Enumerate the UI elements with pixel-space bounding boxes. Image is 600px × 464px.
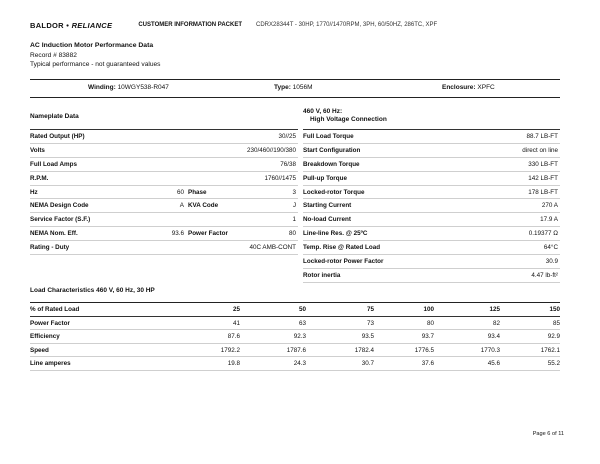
load-cell: 55.2 [547,360,560,368]
nameplate-panel [30,103,298,255]
performance-value: 64°C [543,244,558,252]
nameplate-value: 30//25 [278,133,296,140]
document-title: AC Induction Motor Performance Data [30,42,154,49]
nameplate-value: 60 [176,188,184,196]
load-cell: 41 [232,319,240,327]
nameplate-row [30,144,298,158]
nameplate-row [30,172,298,186]
performance-label: Rotor inertia [303,271,341,279]
nameplate-label: Full Load Amps [30,160,77,168]
nameplate-row [30,199,298,213]
packet-title: CUSTOMER INFORMATION PACKET [138,22,243,28]
performance-label: Full Load Torque [303,133,354,140]
nameplate-sub-value: J [292,202,296,210]
performance-value: 30.9 [545,258,558,266]
nameplate-sub-label: Power Factor [188,230,228,238]
load-row-label: Power Factor [30,319,70,327]
load-cell: 19.8 [227,360,240,368]
load-cell: 63 [298,319,306,327]
nameplate-row [30,186,298,200]
load-column-header: 25 [232,306,240,313]
performance-label: Start Configuration [303,146,361,154]
load-characteristics-title: Load Characteristics 460 V, 60 Hz, 30 HP [30,287,155,294]
nameplate-label: NEMA Design Code [30,202,89,210]
performance-label: Temp. Rise @ Rated Load [303,244,381,252]
performance-label: Pull-up Torque [303,174,347,182]
performance-heading: 460 V, 60 Hz: High Voltage Connection [303,103,560,130]
type-field: Type: 1056M [274,84,313,91]
nameplate-row [30,227,298,241]
load-cell: 73 [366,319,374,327]
nameplate-sub-label: KVA Code [188,202,219,210]
load-cell: 93.7 [421,333,434,341]
performance-row [303,269,560,283]
nameplate-label: NEMA Nom. Eff. [30,230,78,238]
load-cell: 45.6 [487,360,500,368]
load-cell: 93.5 [361,333,374,341]
nameplate-label: Service Factor (S.F.) [30,216,91,224]
performance-row [303,255,560,269]
load-cell: 1776.5 [414,346,434,354]
performance-label: Breakdown Torque [303,160,360,168]
performance-row [303,172,560,186]
load-cell: 92.9 [547,333,560,341]
load-table-row [30,330,560,344]
load-column-header: 100 [423,306,434,313]
performance-panel [303,103,560,283]
nameplate-value: 93.6 [171,230,184,238]
load-cell: 30.7 [361,360,374,368]
nameplate-value: 1 [292,216,296,224]
nameplate-label: R.P.M. [30,174,49,182]
nameplate-label: Volts [30,146,45,154]
performance-value: 0.19377 Ω [528,230,558,238]
nameplate-label: Rated Output (HP) [30,133,85,140]
nameplate-sub-value: 80 [288,230,296,238]
performance-row [303,241,560,255]
load-row-label: Efficiency [30,333,60,341]
performance-row [303,130,560,144]
catalog-description: CDRX28344T - 30HP, 1770//1470RPM, 3PH, 60/50HZ, 286TC, XPF [256,22,438,28]
performance-row [303,213,560,227]
nameplate-value: A [179,202,184,210]
performance-row [303,199,560,213]
load-cell: 1787.6 [286,346,306,354]
winding-type-enclosure-bar [30,79,560,98]
load-column-header: 50 [298,306,306,313]
nameplate-heading: Nameplate Data [30,103,298,130]
nameplate-row [30,241,298,255]
load-table-header-row [30,303,560,317]
performance-value: 330 LB-FT [528,160,558,168]
load-cell: 1782.4 [354,346,374,354]
load-cell: 24.3 [293,360,306,368]
nameplate-row [30,130,298,144]
performance-value: 178 LB-FT [528,188,558,196]
performance-value: 88.7 LB-FT [526,133,558,140]
load-column-header: 150 [549,306,560,313]
performance-label: Line-line Res. @ 25ºC [303,230,368,238]
nameplate-value: 40C AMB-CONT [249,244,296,252]
load-row-label: Line amperes [30,360,71,368]
title-block [30,41,160,70]
nameplate-value: 76/38 [280,160,296,168]
enclosure-field: Enclosure: XPFC [442,84,495,91]
nameplate-value: 1760//1475 [264,174,296,182]
load-table-row [30,344,560,358]
performance-label: Starting Current [303,202,352,210]
nameplate-sub-label: Phase [188,188,207,196]
load-cell: 37.6 [421,360,434,368]
nameplate-row [30,213,298,227]
performance-value: 4.47 lb-ft² [531,271,558,279]
load-cell: 92.3 [293,333,306,341]
load-table-row [30,357,560,371]
load-column-header: 75 [366,306,374,313]
load-cell: 85 [552,319,560,327]
performance-label: Locked-rotor Torque [303,188,365,196]
load-header-label: % of Rated Load [30,306,80,313]
nameplate-label: Hz [30,188,38,196]
document-header [30,20,437,30]
load-table-row [30,317,560,331]
brand-logo: BALDOR • RELIANCE [30,20,113,30]
nameplate-label: Rating - Duty [30,244,70,252]
load-characteristics-table [30,302,560,371]
page-number: Page 6 of 11 [532,431,564,437]
performance-row [303,158,560,172]
performance-value: direct on line [522,146,558,154]
load-cell: 1792.2 [220,346,240,354]
load-cell: 93.4 [487,333,500,341]
performance-label: No-load Current [303,216,351,224]
nameplate-row [30,158,298,172]
load-row-label: Speed [30,346,49,354]
load-cell: 80 [426,319,434,327]
load-column-header: 125 [489,306,500,313]
performance-label: Locked-rotor Power Factor [303,258,384,266]
performance-value: 142 LB-FT [528,174,558,182]
load-cell: 87.6 [227,333,240,341]
disclaimer-text: Typical performance - not guaranteed values [30,61,161,68]
record-number: Record # 83882 [30,51,77,59]
load-cell: 1762.1 [540,346,560,354]
load-cell: 1770.3 [480,346,500,354]
nameplate-sub-value: 3 [292,188,296,196]
load-cell: 82 [492,319,500,327]
nameplate-value: 230/460//190/380 [246,146,296,154]
winding-field: Winding: 10WGY538-R047 [88,84,169,91]
performance-value: 270 A [541,202,558,210]
performance-row [303,144,560,158]
performance-value: 17.9 A [540,216,558,224]
performance-row [303,227,560,241]
performance-row [303,186,560,200]
